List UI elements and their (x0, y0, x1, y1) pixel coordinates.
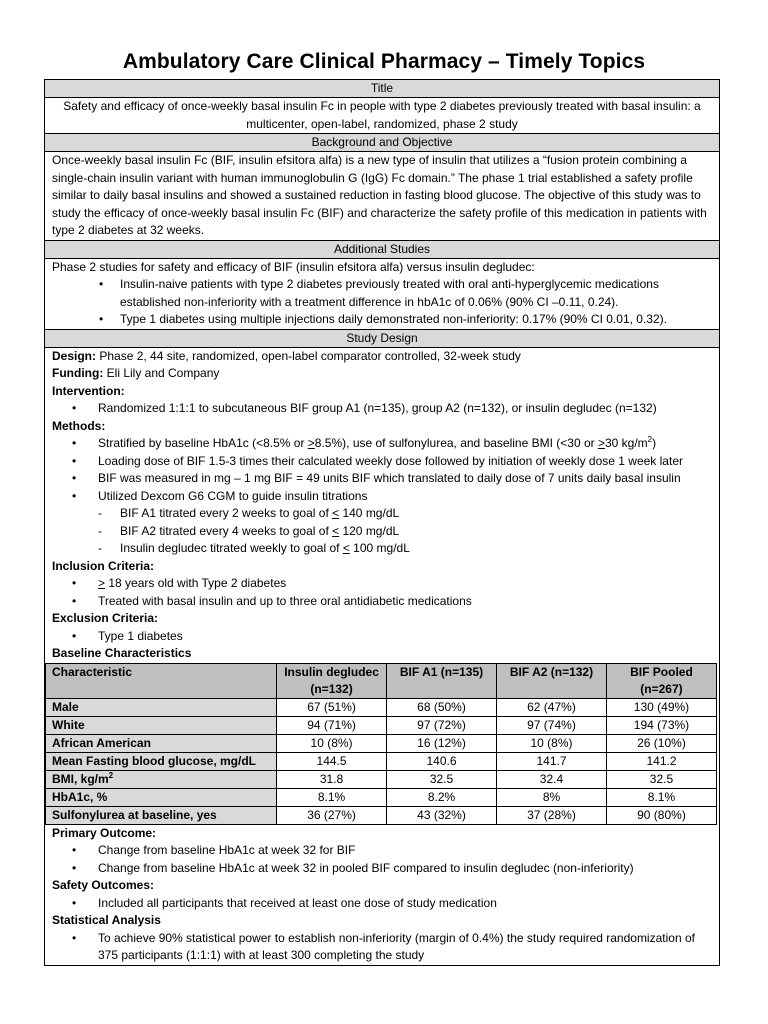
list-item: • Change from baseline HbA1c at week 32 for BIF (52, 842, 712, 860)
table-cell: 10 (8%) (277, 734, 387, 752)
table-cell: 8.1% (277, 788, 387, 806)
intervention-label: Intervention: (52, 383, 125, 398)
table-row (46, 770, 717, 788)
list-item: • Loading dose of BIF 1.5-3 times their calculated weekly dose followed by initiation of weekly dose 1 week later (52, 453, 712, 471)
design-label: Design: (52, 348, 97, 363)
exclusion-label: Exclusion Criteria: (52, 611, 159, 625)
list-item (52, 435, 712, 453)
text-span: < (332, 506, 340, 520)
table-row (46, 716, 717, 734)
text-span: < (342, 541, 350, 555)
statistical-analysis-label: Statistical Analysis (52, 913, 161, 927)
text-span: > (597, 436, 605, 450)
inclusion-label: Inclusion Criteria: (52, 558, 155, 573)
table-header-row (46, 663, 717, 698)
topic-frame (44, 79, 720, 966)
table-cell: 141.7 (497, 752, 607, 770)
intervention-list (52, 400, 712, 418)
list-item: • To achieve 90% statistical power to establish non-inferiority (margin of 0.4%) the study required randomization of 375 participants (1:1:1) with at least 300 completing the study (52, 930, 712, 965)
table-cell: 31.8 (277, 770, 387, 788)
list-item: • Treated with basal insulin and up to three oral antidiabetic medications (52, 593, 712, 611)
background-header: Background and Objective (45, 134, 719, 152)
table-cell: 194 (73%) (606, 716, 716, 734)
sub-list-item (52, 505, 712, 523)
row-label (46, 770, 277, 788)
table-cell: 32.4 (497, 770, 607, 788)
table-cell: 10 (8%) (497, 734, 607, 752)
sub-list-item (52, 540, 712, 558)
column-header: BIF A2 (n=132) (497, 663, 607, 698)
table-cell: 32.5 (387, 770, 497, 788)
table-cell: 130 (49%) (606, 698, 716, 716)
baseline-table (45, 663, 717, 825)
study-design-header: Study Design (45, 330, 719, 348)
list-item: • Type 1 diabetes (52, 628, 712, 646)
additional-studies-body (45, 259, 719, 330)
table-cell: 37 (28%) (497, 806, 607, 824)
table-cell: 141.2 (606, 752, 716, 770)
funding-line (52, 365, 712, 383)
text-span: Insulin degludec titrated weekly to goal of (120, 541, 343, 555)
study-design-body (45, 348, 719, 663)
row-label: Mean Fasting blood glucose, mg/dL (46, 752, 277, 770)
safety-outcomes-label: Safety Outcomes: (52, 878, 155, 892)
methods-label: Methods: (52, 418, 106, 433)
row-label: HbA1c, % (46, 788, 277, 806)
table-row (46, 752, 717, 770)
superscript: 2 (647, 435, 653, 444)
list-item: • Included all participants that received at least one dose of study medication (52, 895, 712, 913)
primary-outcome-list (52, 842, 712, 877)
document-title: Ambulatory Care Clinical Pharmacy – Timely Topics (122, 50, 646, 73)
table-row (46, 806, 717, 824)
sub-list-item (52, 523, 712, 541)
table-cell: 26 (10%) (606, 734, 716, 752)
additional-studies-intro: Phase 2 studies for safety and efficacy of BIF (insulin efsitora alfa) versus insulin degludec: (52, 259, 535, 274)
table-cell: 97 (72%) (387, 716, 497, 734)
baseline-label: Baseline Characteristics (52, 646, 192, 660)
column-header: BIF Pooled (n=267) (606, 663, 716, 698)
text-span: ) (652, 436, 657, 450)
text-span: 100 mg/dL (349, 541, 410, 555)
outcomes-body (45, 825, 719, 965)
design-line (52, 348, 712, 366)
text-span: > (98, 576, 106, 590)
list-item: • Utilized Dexcom G6 CGM to guide insulin titrations (52, 488, 712, 506)
text-span: BIF A2 titrated every 4 weeks to goal of (120, 523, 333, 538)
table-cell: 144.5 (277, 752, 387, 770)
table-cell: 8.1% (606, 788, 716, 806)
table-cell: 32.5 (606, 770, 716, 788)
list-item: • Change from baseline HbA1c at week 32 in pooled BIF compared to insulin degludec (non-inferiority) (52, 860, 712, 878)
row-label: African American (46, 734, 277, 752)
list-item (52, 575, 712, 593)
list-item: • Type 1 diabetes using multiple injections daily demonstrated non-inferiority: 0.17% (90% CI 0.01, 0.32). (52, 311, 712, 329)
methods-list (52, 435, 712, 558)
text-span: 18 years old with Type 2 diabetes (105, 576, 287, 590)
table-cell: 8.2% (387, 788, 497, 806)
text-span: < (332, 523, 340, 538)
table-cell: 8% (497, 788, 607, 806)
table-cell: 36 (27%) (277, 806, 387, 824)
table-cell: 97 (74%) (497, 716, 607, 734)
table-cell: 68 (50%) (387, 698, 497, 716)
study-title: Safety and efficacy of once-weekly basal insulin Fc in people with type 2 diabetes previously treated with basal insulin: a multicenter, open-label, randomized, phase 2 study (45, 98, 719, 134)
inclusion-list (52, 575, 712, 610)
primary-outcome-label: Primary Outcome: (52, 825, 157, 840)
additional-studies-list (52, 276, 712, 329)
table-cell: 43 (32%) (387, 806, 497, 824)
text-span: 30 kg/m (604, 436, 648, 450)
list-item: • Randomized 1:1:1 to subcutaneous BIF group A1 (n=135), group A2 (n=132), or insulin degludec (n=132) (52, 400, 712, 418)
table-row (46, 788, 717, 806)
funding-text: Eli Lily and Company (103, 366, 220, 380)
column-header: BIF A1 (n=135) (387, 663, 497, 698)
table-cell: 90 (80%) (606, 806, 716, 824)
table-row (46, 734, 717, 752)
column-header: Characteristic (46, 663, 277, 698)
background-text: Once-weekly basal insulin Fc (BIF, insulin efsitora alfa) is a new type of insulin that utilizes a “fusion protein combining a single-chain insulin variant with human immunoglobulin G (IgG) Fc domain.” The phase 1 trial established a safety profile similar to daily basal insulins and showed a sustained reduction in fasting blood glucose. The objective of this study was to study the efficacy of once-weekly basal insulin Fc (BIF) and characterize the safety profile of this medication in patients with type 2 diabetes at 32 weeks. (45, 152, 719, 241)
row-label: Sulfonylurea at baseline, yes (46, 806, 277, 824)
row-label: Male (46, 698, 277, 716)
safety-outcomes-list (52, 895, 712, 913)
list-item: • BIF was measured in mg – 1 mg BIF = 49 units BIF which translated to daily dose of 7 units daily basal insulin (52, 470, 712, 488)
table-cell: 67 (51%) (277, 698, 387, 716)
title-header: Title (45, 80, 719, 98)
exclusion-list (52, 628, 712, 646)
table-cell: 16 (12%) (387, 734, 497, 752)
funding-label: Funding: (52, 366, 104, 380)
table-cell: 140.6 (387, 752, 497, 770)
text-span: 140 mg/dL (339, 506, 400, 520)
text-span: 8.5%), use of sulfonylurea, and baseline BMI (<30 or (314, 436, 598, 450)
table-row (46, 698, 717, 716)
text-span: Stratified by baseline HbA1c (<8.5% or (98, 436, 308, 450)
text-span: BMI, kg/m (52, 771, 109, 786)
additional-studies-header: Additional Studies (45, 241, 719, 259)
text-span: BIF A1 titrated every 2 weeks to goal of (120, 506, 333, 520)
text-span: 120 mg/dL (339, 523, 400, 538)
list-item: • Insulin-naive patients with type 2 diabetes previously treated with oral anti-hyperglycemic medications established non-inferiority with a treatment difference in hbA1c of 0.06% (90% CI –0.11, 0.24). (52, 276, 712, 311)
superscript: 2 (108, 770, 114, 780)
text-span: > (307, 436, 315, 450)
row-label: White (46, 716, 277, 734)
table-cell: 94 (71%) (277, 716, 387, 734)
design-text: Phase 2, 44 site, randomized, open-label comparator controlled, 32-week study (96, 348, 521, 363)
table-cell: 62 (47%) (497, 698, 607, 716)
statistical-analysis-list (52, 930, 712, 965)
column-header: Insulin degludec (n=132) (277, 663, 387, 698)
